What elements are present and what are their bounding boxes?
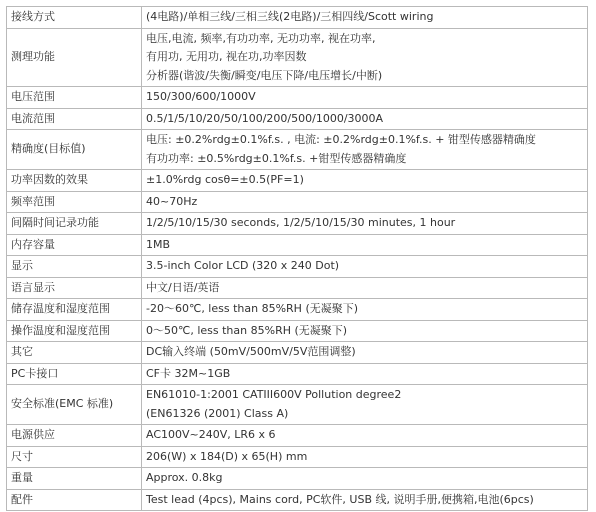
row-label-storage-temp: 储存温度和湿度范围 bbox=[7, 299, 142, 321]
table-row bbox=[7, 446, 588, 468]
row-value-memory bbox=[142, 234, 588, 256]
row-label-display: 显示 bbox=[7, 256, 142, 278]
table-row bbox=[7, 108, 588, 130]
row-value-interval-recording bbox=[142, 213, 588, 235]
value-line: 1/2/5/10/15/30 seconds, 1/2/5/10/15/30 minutes, 1 hour bbox=[146, 216, 456, 229]
row-label-functions: 测理功能 bbox=[7, 28, 142, 87]
value-line: 150/300/600/1000V bbox=[146, 90, 256, 103]
row-label-power-factor: 功率因数的效果 bbox=[7, 170, 142, 192]
row-label-memory: 内存容量 bbox=[7, 234, 142, 256]
spec-table bbox=[6, 6, 588, 511]
row-value-current-range bbox=[142, 108, 588, 130]
value-line: Approx. 0.8kg bbox=[146, 471, 223, 484]
table-row bbox=[7, 170, 588, 192]
row-value-wiring bbox=[142, 7, 588, 29]
row-value-power-supply bbox=[142, 425, 588, 447]
row-label-accessories: 配件 bbox=[7, 489, 142, 511]
row-label-frequency-range: 频率范围 bbox=[7, 191, 142, 213]
value-line: 电压: ±0.2%rdg±0.1%f.s. , 电流: ±0.2%rdg±0.1%f.s. + 钳型传感器精确度 bbox=[146, 133, 536, 146]
row-value-power-factor bbox=[142, 170, 588, 192]
value-line: 40~70Hz bbox=[146, 194, 198, 208]
row-value-voltage-range bbox=[142, 87, 588, 109]
value-line: 0～50℃, less than 85%RH (无凝聚下) bbox=[146, 323, 348, 337]
value-line: (EN61326 (2001) Class A) bbox=[146, 406, 289, 420]
value-line: 1MB bbox=[146, 237, 171, 251]
row-value-display bbox=[142, 256, 588, 278]
table-row bbox=[7, 256, 588, 278]
table-row bbox=[7, 299, 588, 321]
table-row bbox=[7, 425, 588, 447]
row-value-weight bbox=[142, 468, 588, 490]
value-line: (4电路)/单相三线/三相三线(2电路)/三相四线/Scott wiring bbox=[146, 10, 434, 23]
row-value-functions bbox=[142, 28, 588, 87]
value-line: DC输入终端 (50mV/500mV/5V范围调整) bbox=[146, 345, 356, 358]
row-value-accessories bbox=[142, 489, 588, 511]
row-label-safety-standard: 安全标准(EMC 标准) bbox=[7, 385, 142, 425]
value-line: 0.5/1/5/10/20/50/100/200/500/1000/3000A bbox=[146, 111, 384, 125]
table-row bbox=[7, 468, 588, 490]
value-line: ±1.0%rdg cosθ=±0.5(PF=1) bbox=[146, 173, 304, 186]
row-label-voltage-range: 电压范围 bbox=[7, 87, 142, 109]
row-value-frequency-range bbox=[142, 191, 588, 213]
value-line: EN61010-1:2001 CATIII600V Pollution degree2 bbox=[146, 388, 402, 401]
table-row bbox=[7, 28, 588, 87]
row-value-other bbox=[142, 342, 588, 364]
value-line: 有用功, 无用功, 视在功,功率因数 bbox=[146, 50, 307, 63]
value-line: 分析器(谐波/失衡/瞬变/电压下降/电压增长/中断) bbox=[146, 68, 383, 82]
value-line: Test lead (4pcs), Mains cord, PC软件, USB 线, 说明手册,便携箱,电池(6pcs) bbox=[146, 492, 534, 506]
value-line: 中文/日语/英语 bbox=[146, 280, 220, 294]
row-value-operating-temp bbox=[142, 320, 588, 342]
table-row bbox=[7, 234, 588, 256]
value-line: 3.5-inch Color LCD (320 x 240 Dot) bbox=[146, 259, 340, 272]
table-row bbox=[7, 363, 588, 385]
table-row bbox=[7, 7, 588, 29]
row-value-pc-card bbox=[142, 363, 588, 385]
table-row bbox=[7, 191, 588, 213]
row-label-current-range: 电流范围 bbox=[7, 108, 142, 130]
value-line: CF卡 32M~1GB bbox=[146, 366, 231, 380]
value-line: -20～60℃, less than 85%RH (无凝聚下) bbox=[146, 302, 359, 315]
table-row bbox=[7, 489, 588, 511]
table-row bbox=[7, 342, 588, 364]
row-label-language: 语言显示 bbox=[7, 277, 142, 299]
row-value-safety-standard bbox=[142, 385, 588, 425]
row-label-power-supply: 电源供应 bbox=[7, 425, 142, 447]
row-label-weight: 重量 bbox=[7, 468, 142, 490]
value-line: 206(W) x 184(D) x 65(H) mm bbox=[146, 449, 308, 463]
value-line: 有功功率: ±0.5%rdg±0.1%f.s. +钳型传感器精确度 bbox=[146, 151, 407, 165]
row-label-wiring: 接线方式 bbox=[7, 7, 142, 29]
row-value-accuracy bbox=[142, 130, 588, 170]
row-label-interval-recording: 间隔时间记录功能 bbox=[7, 213, 142, 235]
row-label-operating-temp: 操作温度和湿度范围 bbox=[7, 320, 142, 342]
row-label-other: 其它 bbox=[7, 342, 142, 364]
row-value-dimensions bbox=[142, 446, 588, 468]
value-line: 电压,电流, 频率,有功功率, 无功功率, 视在功率, bbox=[146, 31, 376, 45]
table-row bbox=[7, 385, 588, 425]
row-value-language bbox=[142, 277, 588, 299]
table-row bbox=[7, 130, 588, 170]
table-row bbox=[7, 320, 588, 342]
row-label-pc-card: PC卡接口 bbox=[7, 363, 142, 385]
table-row bbox=[7, 213, 588, 235]
row-label-dimensions: 尺寸 bbox=[7, 446, 142, 468]
table-row bbox=[7, 277, 588, 299]
row-value-storage-temp bbox=[142, 299, 588, 321]
value-line: AC100V~240V, LR6 x 6 bbox=[146, 428, 276, 441]
row-label-accuracy: 精确度(目标值) bbox=[7, 130, 142, 170]
table-row bbox=[7, 87, 588, 109]
